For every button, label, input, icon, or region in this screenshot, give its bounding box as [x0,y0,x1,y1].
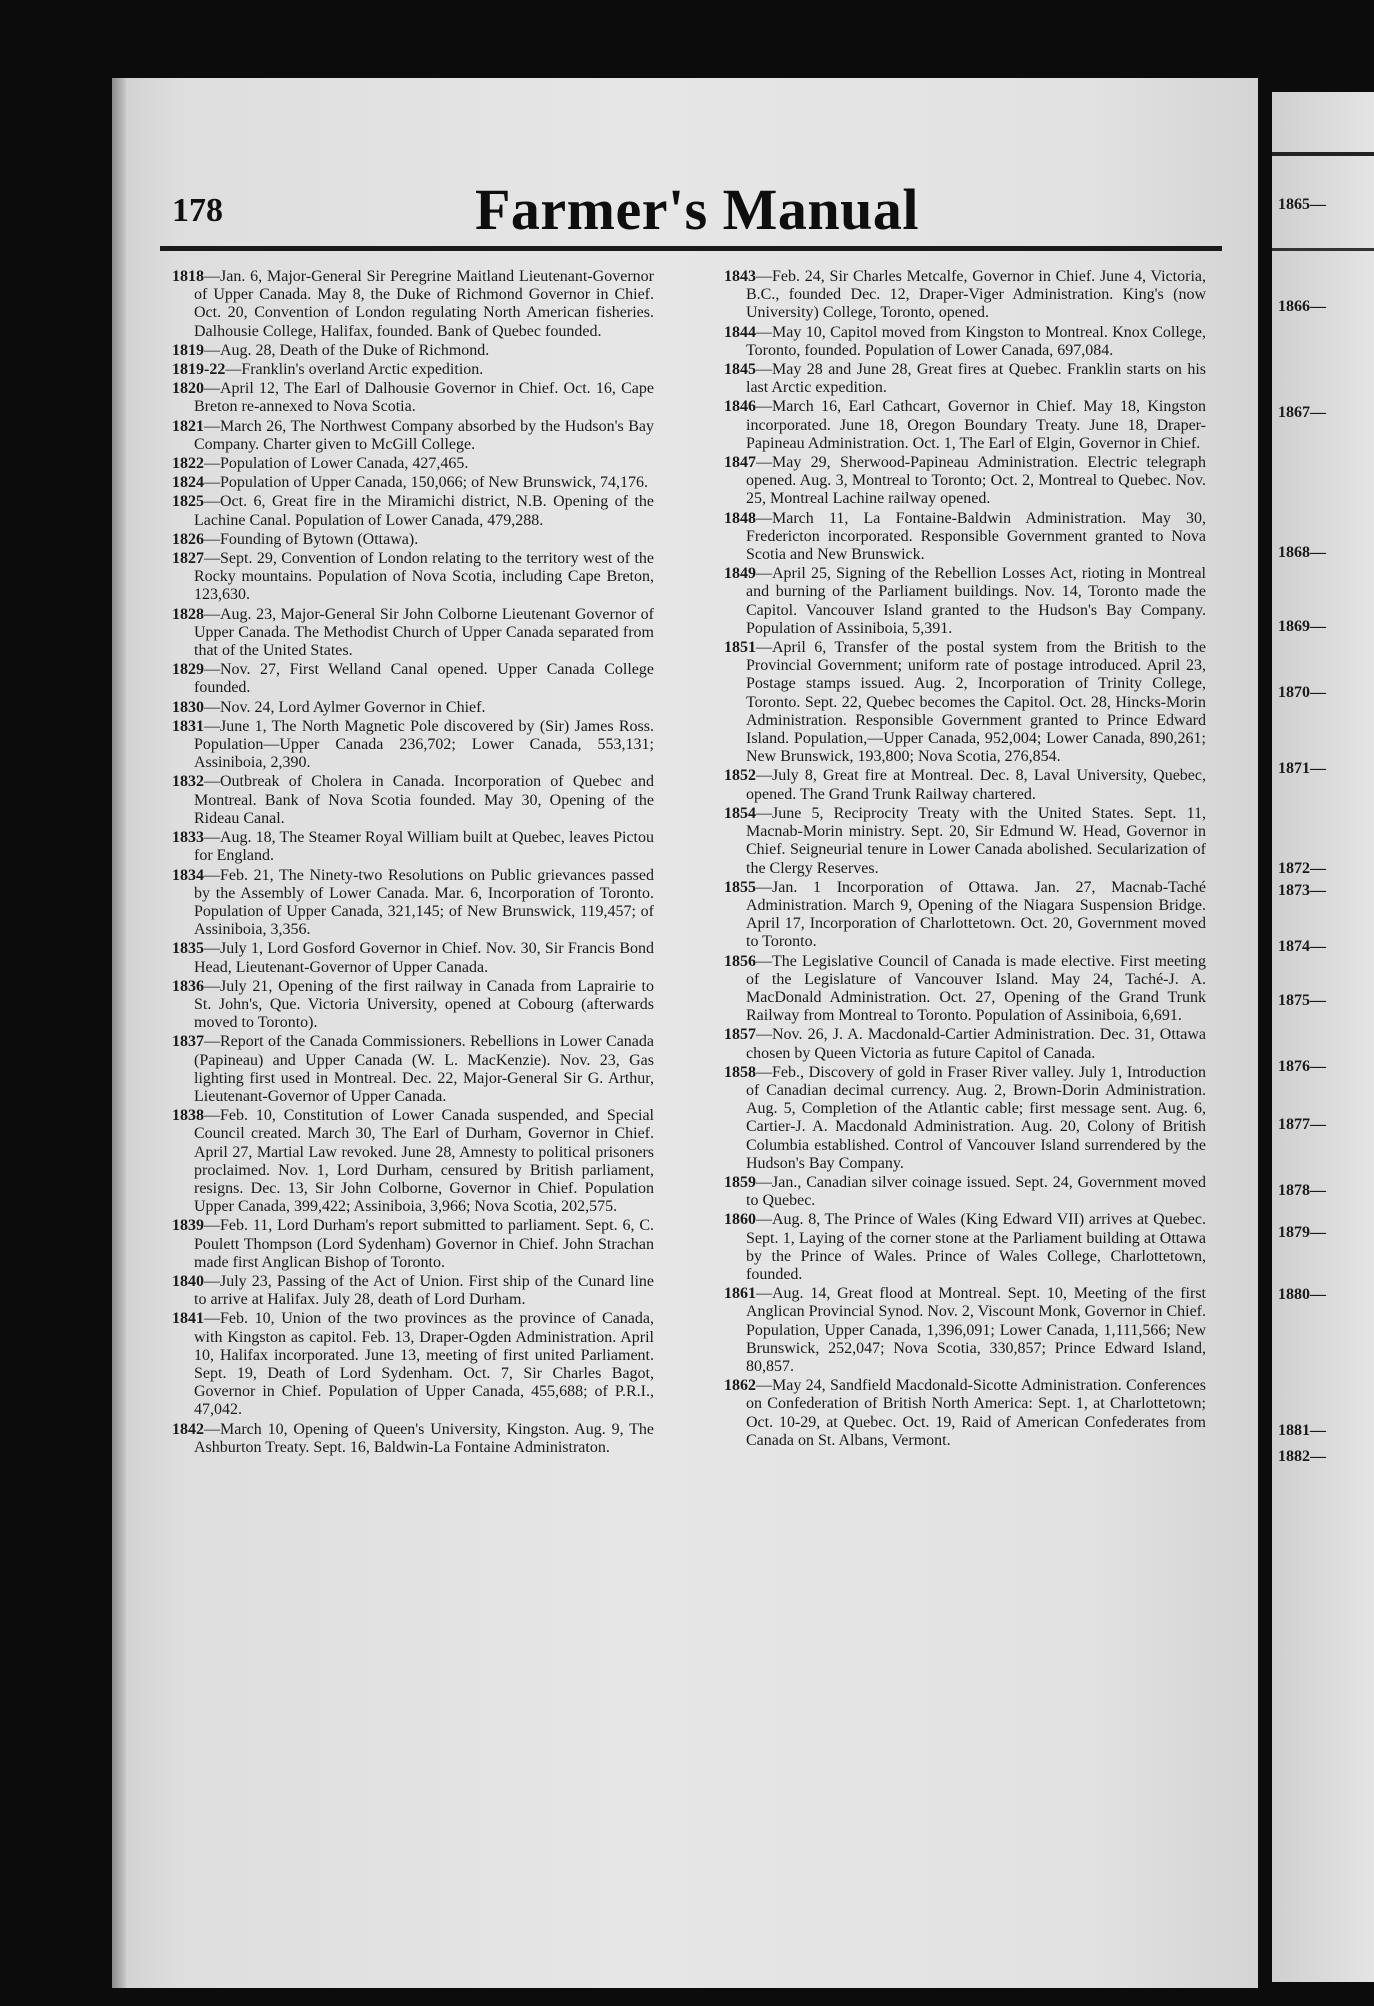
entry-year: 1846 [724,398,756,416]
entry-year: 1825 [172,493,204,511]
timeline-entry [724,510,1206,565]
timeline-entry [172,606,654,661]
entry-text: —Aug. 23, Major-General Sir John Colborne Lieutenant Governor of Upper Canada. The Methodist Church of Upper Canada separated from that of the United States. [194,605,654,660]
timeline-entry [172,661,654,697]
entry-text: —Feb. 24, Sir Charles Metcalfe, Governor in Chief. June 4, Victoria, B.C., founded Dec. 12, Draper-Viger Administration. King's (now University) College, Toronto, opened. [746,268,1206,322]
adjacent-page-year-fragment: 1866— [1278,298,1326,315]
page-gutter-shadow [112,78,126,1988]
header-rule [160,246,1222,251]
adjacent-page-year-fragment: 1867— [1278,404,1326,421]
entry-year: 1852 [724,767,756,785]
entry-text: —Feb. 21, The Ninety-two Resolutions on Public grievances passed by the Assembly of Lower Canada. Mar. 6, Incorporation of Toronto. Population of Upper Canada, 321,145; of New Brunswick, 119,457; of Assiniboia, 3,356. [194,866,654,939]
adjacent-page-rule [1272,152,1374,156]
entry-text: —Report of the Canada Commissioners. Rebellions in Lower Canada (Papineau) and Upper Canada (W. L. MacKenzie). Nov. 23, Gas lighting first used in Montreal. Dec. 22, Major-General Sir G. Arthur, Lieutenant-Governor of Upper Canada. [194,1033,654,1105]
entry-text: —March 10, Opening of Queen's University, Kingston. Aug. 9, The Ashburton Treaty. Sept. 16, Baldwin-La Fontaine Administraton. [194,1420,654,1456]
entry-year: 1832 [172,773,204,791]
entry-year: 1819-22 [172,361,226,379]
entry-text: —May 10, Capitol moved from Kingston to Montreal. Knox College, Toronto, founded. Population of Lower Canada, 697,084. [746,323,1206,359]
timeline-entry [172,1107,654,1216]
entry-text: —Aug. 14, Great flood at Montreal. Sept. 10, Meeting of the first Anglican Provincial Synod. Nov. 2, Viscount Monk, Governor in Chief. Population, Upper Canada, 1,396,091; Lower Canada, 1,111,566; New Brunswick, 252,047; Nova Scotia, 330,857; Prince Edward Island, 80,857. [746,1285,1206,1375]
entry-text: —Jan., Canadian silver coinage issued. Sept. 24, Government moved to Quebec. [746,1173,1206,1210]
entry-year: 1826 [172,530,204,548]
page-header [172,176,1222,242]
page-number: 178 [172,192,223,229]
entry-year: 1848 [724,509,756,527]
entry-text: —Jan. 6, Major-General Sir Peregrine Maitland Lieutenant-Governor of Upper Canada. May 8, the Duke of Richmond Governor in Chief. Oct. 20, Convention of London regulating North American fisheries. Dalhousie College, Halifax, founded. Bank of Quebec founded. [194,268,654,340]
entry-year: 1837 [172,1033,204,1051]
entry-text: —Aug. 18, The Steamer Royal William built at Quebec, leaves Pictou for England. [194,829,654,865]
timeline-entry [724,805,1206,878]
adjacent-page-year-fragment: 1869— [1278,618,1326,635]
entry-text: —July 1, Lord Gosford Governor in Chief. Nov. 30, Sir Francis Bond Head, Lieutenant-Governor of Upper Canada. [194,940,654,976]
entry-year: 1824 [172,474,204,492]
entry-year: 1854 [724,804,756,822]
timeline-entry [172,1033,654,1106]
entry-year: 1836 [172,977,204,995]
entry-year: 1821 [172,417,204,435]
entry-year: 1844 [724,323,756,341]
left-column [172,268,654,1958]
entry-text: —Population of Upper Canada, 150,066; of New Brunswick, 74,176. [204,474,648,492]
timeline-entry [724,767,1206,803]
entry-text: —Nov. 26, J. A. Macdonald-Cartier Administration. Dec. 31, Ottawa chosen by Queen Victoria as future Capitol of Canada. [746,1026,1206,1062]
book-page [112,78,1258,1988]
entry-year: 1842 [172,1420,204,1438]
entry-year: 1862 [724,1377,756,1395]
adjacent-page-year-fragment: 1879— [1278,1224,1326,1241]
entry-year: 1843 [724,268,756,285]
timeline-entry [172,380,654,416]
entry-text: —Founding of Bytown (Ottawa). [204,530,419,548]
entry-year: 1834 [172,866,204,884]
adjacent-page-year-fragment: 1868— [1278,544,1326,561]
timeline-entry [724,1377,1206,1450]
entry-text: —Aug. 8, The Prince of Wales (King Edward VII) arrives at Quebec. Sept. 1, Laying of the corner stone at the Parliament building at Ottawa by the Prince of Wales. Prince of Wales College, Charlottetown, founded. [746,1211,1206,1283]
entry-year: 1822 [172,455,204,473]
entry-year: 1820 [172,380,204,398]
entry-year: 1855 [724,878,756,896]
adjacent-page-year-fragment: 1876— [1278,1058,1326,1075]
timeline-entry [724,879,1206,952]
entry-year: 1827 [172,550,204,568]
timeline-entry [172,474,654,492]
adjacent-page-year-fragment: 1871— [1278,760,1326,777]
entry-year: 1838 [172,1107,204,1125]
timeline-entry [724,324,1206,360]
entry-text: —Nov. 27, First Welland Canal opened. Upper Canada College founded. [194,661,654,697]
adjacent-page-year-fragment: 1880— [1278,1286,1326,1303]
adjacent-page-year-fragment: 1877— [1278,1116,1326,1133]
adjacent-page-year-fragment: 1873— [1278,882,1326,899]
entry-text: —July 8, Great fire at Montreal. Dec. 8, Laval University, Quebec, opened. The Grand Trunk Railway chartered. [746,767,1206,803]
entry-text: —March 11, La Fontaine-Baldwin Administration. May 30, Fredericton incorporated. Responsible Government granted to Nova Scotia and New Brunswick. [746,509,1206,564]
entry-year: 1835 [172,940,204,958]
entry-year: 1851 [724,639,756,657]
entry-year: 1847 [724,454,756,472]
entry-year: 1841 [172,1310,204,1328]
right-column [724,268,1206,1958]
adjacent-page-year-fragment: 1872— [1278,860,1326,877]
timeline-entry [172,493,654,529]
entry-text: —April 25, Signing of the Rebellion Losses Act, rioting in Montreal and burning of the Parliament buildings. Nov. 14, Toronto made the Capitol. Vancouver Island granted to the Hudson's Bay Company. Population of Assiniboia, 5,391. [746,565,1206,637]
entry-year: 1845 [724,361,756,379]
entry-year: 1831 [172,717,204,735]
timeline-entry [724,639,1206,766]
entry-text: —June 1, The North Magnetic Pole discovered by (Sir) James Ross. Population—Upper Canada 236,702; Lower Canada, 553,131; Assiniboia, 2,390. [194,717,654,772]
timeline-entry [172,699,654,717]
entry-text: —Feb. 10, Constitution of Lower Canada suspended, and Special Council created. March 30, The Earl of Durham, Governor in Chief. April 27, Martial Law revoked. June 28, Amnesty to political prisoners proclaimed. Nov. 1, Lord Durham, censured by British parliament, resigns. Dec. 13, Sir John Colborne, Governor in Chief. Population Upper Canada, 399,422; Assiniboia, 3,966; Nova Scotia, 202,575. [194,1107,654,1216]
timeline-entry [172,1217,654,1272]
adjacent-page-year-fragment: 1874— [1278,938,1326,955]
entry-text: —May 24, Sandfield Macdonald-Sicotte Administration. Conferences on Confederation of British North America: Sept. 1, at Charlottetown; Oct. 10-29, at Quebec. Oct. 19, Raid of American Confederates from Canada on St. Albans, Vermont. [746,1377,1206,1449]
entry-text: —July 21, Opening of the first railway in Canada from Laprairie to St. John's, Que. Victoria University, opened at Cobourg (afterwards moved to Toronto). [194,977,654,1032]
entry-text: —Feb. 11, Lord Durham's report submitted to parliament. Sept. 6, C. Poulett Thompson (Lord Sydenham) Governor in Chief. John Strachan made first Anglican Bishop of Toronto. [194,1217,654,1271]
timeline-entry [172,718,654,773]
entry-year: 1830 [172,698,204,716]
entry-year: 1858 [724,1063,756,1081]
timeline-entry [724,1064,1206,1173]
timeline-entry [724,1211,1206,1284]
entry-text: —Feb. 10, Union of the two provinces as the province of Canada, with Kingston as capitol. Feb. 13, Draper-Ogden Administration. April 10, Halifax incorporated. June 13, meeting of first united Parliament. Sept. 19, Death of Lord Sydenham. Oct. 7, Sir Charles Bagot, Governor in Chief. Population of Upper Canada, 455,688; of P.R.I., 47,042. [194,1310,654,1419]
entry-text: —July 23, Passing of the Act of Union. First ship of the Cunard line to arrive at Halifax. July 28, death of Lord Durham. [194,1272,654,1309]
adjacent-page-year-fragment: 1878— [1278,1182,1326,1199]
timeline-entry [724,565,1206,638]
entry-text: —March 16, Earl Cathcart, Governor in Chief. May 18, Kingston incorporated. June 18, Oregon Boundary Treaty. June 18, Draper-Papineau Administration. Oct. 1, The Earl of Elgin, Governor in Chief. [746,398,1206,452]
timeline-entry [172,978,654,1033]
timeline-entry [724,1026,1206,1062]
entry-year: 1857 [724,1026,756,1044]
timeline-entry [172,268,654,341]
entry-text: —March 26, The Northwest Company absorbed by the Hudson's Bay Company. Charter given to McGill College. [194,417,654,453]
entry-year: 1819 [172,341,204,359]
entry-text: —April 6, Transfer of the postal system from the British to the Provincial Government; uniform rate of postage introduced. April 23, Postage stamps issued. Aug. 2, Incorporation of Trinity College, Toronto. Sept. 22, Quebec becomes the Capitol. Oct. 28, Hincks-Morin Administration. Responsible Government granted to Prince Edward Island. Population,—Upper Canada, 952,004; Lower Canada, 890,261; New Brunswick, 193,800; Nova Scotia, 276,854. [746,639,1206,766]
timeline-entry [172,1310,654,1419]
timeline-entry [172,550,654,605]
timeline-entry [172,867,654,940]
entry-text: —Franklin's overland Arctic expedition. [225,361,484,379]
entry-year: 1818 [172,268,204,285]
entry-text: —The Legislative Council of Canada is made elective. First meeting of the Legislature of Vancouver Island. May 24, Taché-J. A. MacDonald Administration. Oct. 27, Opening of the Grand Trunk Railway from Montreal to Toronto. Population of Assiniboia, 6,691. [746,952,1206,1025]
adjacent-page-year-fragment: 1882— [1278,1448,1326,1465]
entry-year: 1828 [172,605,204,623]
entry-text: —Oct. 6, Great fire in the Miramichi district, N.B. Opening of the Lachine Canal. Population of Lower Canada, 479,288. [194,493,654,529]
entry-text: —May 29, Sherwood-Papineau Administration. Electric telegraph opened. Aug. 3, Montreal to Toronto; Oct. 2, Montreal to Quebec. Nov. 25, Montreal Lachine railway opened. [746,454,1206,508]
timeline-entry [724,953,1206,1026]
entry-text: —May 28 and June 28, Great fires at Quebec. Franklin starts on his last Arctic expedition. [746,361,1206,397]
entry-text: —Sept. 29, Convention of London relating to the territory west of the Rocky mountains. Population of Nova Scotia, including Cape Breton, 123,630. [194,550,654,604]
entry-text: —April 12, The Earl of Dalhousie Governor in Chief. Oct. 16, Cape Breton re-annexed to Nova Scotia. [194,380,654,416]
entry-year: 1840 [172,1272,204,1290]
entry-year: 1833 [172,829,204,847]
entry-year: 1849 [724,565,756,583]
adjacent-page-year-fragment: 1881— [1278,1422,1326,1439]
timeline-entry [172,940,654,976]
adjacent-page-rule-lower [1272,248,1374,251]
timeline-entry [172,531,654,549]
entry-year: 1856 [724,952,756,970]
entry-year: 1829 [172,661,204,679]
page-title: Farmer's Manual [474,177,920,242]
entry-year: 1860 [724,1211,756,1229]
entry-text: —Population of Lower Canada, 427,465. [204,455,469,473]
timeline-entry [172,1421,654,1457]
adjacent-page-year-fragment: 1875— [1278,992,1326,1009]
adjacent-page-edge [1272,92,1374,1982]
timeline-entry [172,773,654,828]
entry-text: —Outbreak of Cholera in Canada. Incorporation of Quebec and Montreal. Bank of Nova Scotia founded. May 30, Opening of the Rideau Canal. [194,773,654,827]
timeline-entry [724,454,1206,509]
timeline-entry [172,342,654,360]
timeline-entry [172,455,654,473]
entry-year: 1859 [724,1173,756,1191]
timeline-entry [172,418,654,454]
entry-text: —Nov. 24, Lord Aylmer Governor in Chief. [204,698,486,716]
adjacent-page-year-fragment: 1870— [1278,684,1326,701]
adjacent-page-year-fragment: 1865— [1278,196,1326,213]
timeline-entry [724,268,1206,323]
entry-text: —Feb., Discovery of gold in Fraser River valley. July 1, Introduction of Canadian decimal currency. Aug. 2, Brown-Dorin Administration. Aug. 5, Completion of the Atlantic cable; first message sent. Aug. 6, Cartier-J. A. Macdonald Administration. Aug. 20, Colony of British Columbia established. Control of Vancouver Island surrendered by the Hudson's Bay Company. [746,1063,1206,1172]
timeline-entry [172,829,654,865]
timeline-entry [724,398,1206,453]
entry-text: —Jan. 1 Incorporation of Ottawa. Jan. 27, Macnab-Taché Administration. March 9, Opening of the Niagara Suspension Bridge. April 17, Incorporation of Charlottetown. Oct. 20, Government moved to Toronto. [746,878,1206,951]
timeline-entry [724,1285,1206,1376]
timeline-entry [172,1273,654,1309]
entry-text: —June 5, Reciprocity Treaty with the United States. Sept. 11, Macnab-Morin ministry. Sept. 20, Sir Edmund W. Head, Governor in Chief. Seigneurial tenure in Lower Canada abolished. Secularization of the Clergy Reserves. [746,804,1206,877]
entry-year: 1839 [172,1217,204,1235]
timeline-entry [724,361,1206,397]
timeline-entry [724,1174,1206,1210]
timeline-entry [172,361,654,379]
entry-text: —Aug. 28, Death of the Duke of Richmond. [204,341,490,359]
entry-year: 1861 [724,1285,756,1303]
